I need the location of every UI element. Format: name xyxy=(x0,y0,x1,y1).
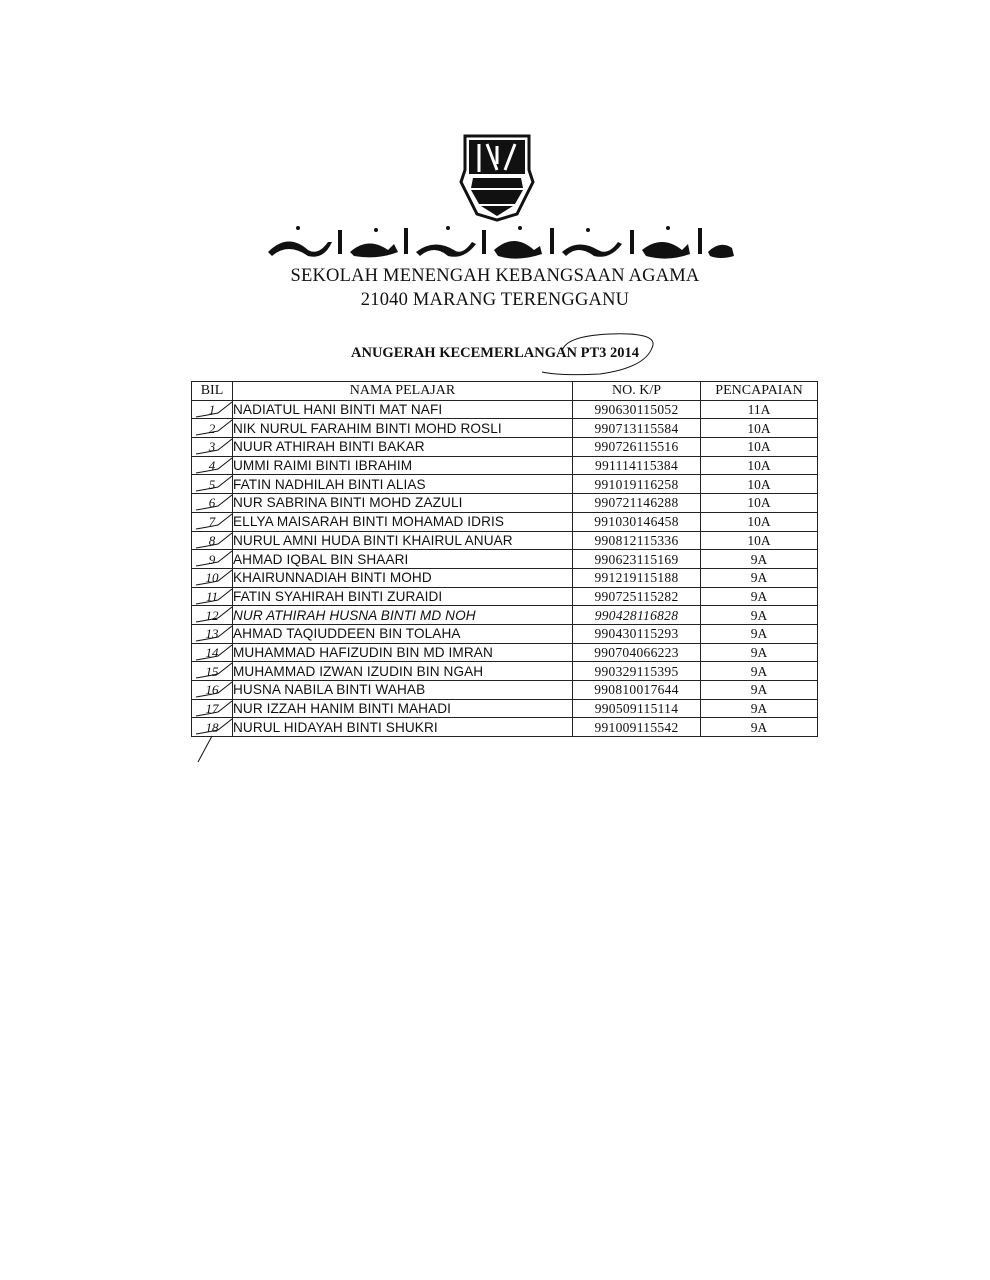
row-number-text: 7 xyxy=(208,514,216,530)
table-row xyxy=(192,494,818,513)
column-header-nama: NAMA PELAJAR xyxy=(233,382,573,401)
table-row xyxy=(192,512,818,531)
row-number xyxy=(192,475,233,494)
student-name: NUUR ATHIRAH BINTI BAKAR xyxy=(233,438,573,457)
student-name: MUHAMMAD HAFIZUDIN BIN MD IMRAN xyxy=(233,643,573,662)
ic-number: 990725115282 xyxy=(573,587,701,606)
column-header-kp: NO. K/P xyxy=(573,382,701,401)
ic-number: 990329115395 xyxy=(573,662,701,681)
student-name: NIK NURUL FARAHIM BINTI MOHD ROSLI xyxy=(233,419,573,438)
achievement-grade: 10A xyxy=(701,512,818,531)
row-number-text: 9 xyxy=(208,551,216,567)
ic-number: 991009115542 xyxy=(573,718,701,737)
achievement-grade: 9A xyxy=(701,662,818,681)
table-row xyxy=(192,400,818,419)
student-name: NUR IZZAH HANIM BINTI MAHADI xyxy=(233,699,573,718)
ic-number: 990713115584 xyxy=(573,419,701,438)
student-name: NUR ATHIRAH HUSNA BINTI MD NOH xyxy=(233,606,573,625)
student-name: NUR SABRINA BINTI MOHD ZAZULI xyxy=(233,494,573,513)
handwritten-circle-mark xyxy=(540,328,670,378)
row-number xyxy=(192,643,233,662)
row-number-text: 2 xyxy=(208,420,216,436)
achievement-grade: 9A xyxy=(701,718,818,737)
row-number-text: 17 xyxy=(205,701,219,717)
ic-number: 991019116258 xyxy=(573,475,701,494)
student-name: NURUL AMNI HUDA BINTI KHAIRUL ANUAR xyxy=(233,531,573,550)
achievement-grade: 9A xyxy=(701,568,818,587)
ic-number: 990810017644 xyxy=(573,681,701,700)
row-number-text: 8 xyxy=(208,532,216,548)
jawi-school-name xyxy=(258,222,738,262)
table-row xyxy=(192,419,818,438)
row-number xyxy=(192,400,233,419)
row-number-text: 1 xyxy=(208,402,216,418)
ic-number: 990428116828 xyxy=(573,606,701,625)
row-number xyxy=(192,587,233,606)
row-number-text: 16 xyxy=(205,682,219,698)
student-name: KHAIRUNNADIAH BINTI MOHD xyxy=(233,568,573,587)
row-number xyxy=(192,438,233,457)
student-name: AHMAD IQBAL BIN SHAARI xyxy=(233,550,573,569)
ic-number: 990726115516 xyxy=(573,438,701,457)
table-row xyxy=(192,643,818,662)
row-number-text: 4 xyxy=(208,458,216,474)
row-number-text: 10 xyxy=(205,570,219,586)
student-name: UMMI RAIMI BINTI IBRAHIM xyxy=(233,456,573,475)
table-row xyxy=(192,699,818,718)
achievement-grade: 9A xyxy=(701,587,818,606)
row-number xyxy=(192,624,233,643)
ic-number: 991114115384 xyxy=(573,456,701,475)
ic-number: 990704066223 xyxy=(573,643,701,662)
row-number xyxy=(192,550,233,569)
table-row xyxy=(192,550,818,569)
row-number xyxy=(192,419,233,438)
achievement-grade: 10A xyxy=(701,456,818,475)
row-number xyxy=(192,531,233,550)
school-address: 21040 MARANG TERENGGANU xyxy=(360,290,630,310)
student-name: FATIN SYAHIRAH BINTI ZURAIDI xyxy=(233,587,573,606)
table-row xyxy=(192,624,818,643)
achievement-grade: 9A xyxy=(701,624,818,643)
student-name: FATIN NADHILAH BINTI ALIAS xyxy=(233,475,573,494)
row-number xyxy=(192,512,233,531)
table-row xyxy=(192,456,818,475)
award-table xyxy=(191,381,818,737)
achievement-grade: 9A xyxy=(701,681,818,700)
achievement-grade: 9A xyxy=(701,550,818,569)
table-row xyxy=(192,681,818,700)
row-number-text: 5 xyxy=(208,476,216,492)
ic-number: 991030146458 xyxy=(573,512,701,531)
row-number xyxy=(192,681,233,700)
column-header-pencapaian: PENCAPAIAN xyxy=(701,382,818,401)
student-name: AHMAD TAQIUDDEEN BIN TOLAHA xyxy=(233,624,573,643)
row-number-text: 15 xyxy=(205,663,219,679)
ic-number: 990509115114 xyxy=(573,699,701,718)
school-crest-logo xyxy=(457,130,537,222)
table-header-row xyxy=(192,382,818,401)
ic-number: 990623115169 xyxy=(573,550,701,569)
table-row xyxy=(192,475,818,494)
row-number xyxy=(192,606,233,625)
achievement-grade: 9A xyxy=(701,606,818,625)
achievement-grade: 9A xyxy=(701,643,818,662)
row-number-text: 14 xyxy=(205,644,219,660)
row-number xyxy=(192,662,233,681)
row-number-text: 3 xyxy=(208,439,216,455)
table-row xyxy=(192,568,818,587)
ic-number: 990430115293 xyxy=(573,624,701,643)
table-row xyxy=(192,606,818,625)
achievement-grade: 9A xyxy=(701,699,818,718)
row-number xyxy=(192,568,233,587)
handwritten-tick-mark xyxy=(196,734,224,764)
student-name: MUHAMMAD IZWAN IZUDIN BIN NGAH xyxy=(233,662,573,681)
row-number-text: 11 xyxy=(205,588,219,604)
ic-number: 991219115188 xyxy=(573,568,701,587)
row-number xyxy=(192,699,233,718)
table-row xyxy=(192,531,818,550)
table-row xyxy=(192,718,818,737)
achievement-grade: 10A xyxy=(701,438,818,457)
row-number-text: 12 xyxy=(205,607,219,623)
achievement-grade: 10A xyxy=(701,475,818,494)
table-row xyxy=(192,662,818,681)
student-name: NURUL HIDAYAH BINTI SHUKRI xyxy=(233,718,573,737)
document-title: ANUGERAH KECEMERLANGAN PT3 2014 xyxy=(351,345,639,361)
row-number-text: 6 xyxy=(208,495,216,511)
row-number xyxy=(192,494,233,513)
column-header-bil: BIL xyxy=(192,382,233,401)
achievement-grade: 10A xyxy=(701,419,818,438)
ic-number: 990721146288 xyxy=(573,494,701,513)
ic-number: 990630115052 xyxy=(573,400,701,419)
table-row xyxy=(192,438,818,457)
row-number-text: 18 xyxy=(205,719,219,735)
table-row xyxy=(192,587,818,606)
student-name: HUSNA NABILA BINTI WAHAB xyxy=(233,681,573,700)
school-name: SEKOLAH MENENGAH KEBANGSAAN AGAMA xyxy=(290,266,700,286)
row-number-text: 13 xyxy=(205,626,219,642)
student-name: ELLYA MAISARAH BINTI MOHAMAD IDRIS xyxy=(233,512,573,531)
achievement-grade: 11A xyxy=(701,400,818,419)
achievement-grade: 10A xyxy=(701,494,818,513)
row-number xyxy=(192,456,233,475)
achievement-grade: 10A xyxy=(701,531,818,550)
student-name: NADIATUL HANI BINTI MAT NAFI xyxy=(233,400,573,419)
ic-number: 990812115336 xyxy=(573,531,701,550)
